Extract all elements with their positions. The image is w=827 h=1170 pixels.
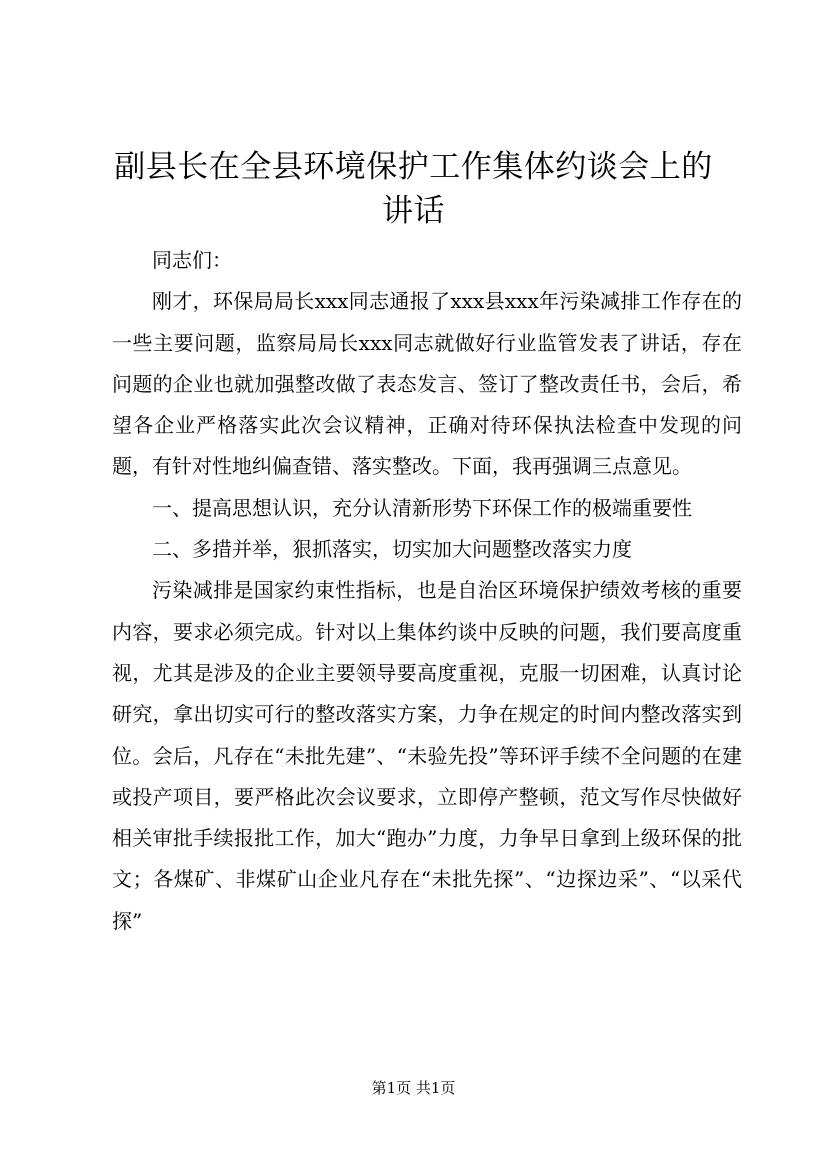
document-body <box>112 240 742 942</box>
intro-paragraph: 刚才，环保局局长xxx同志通报了xxx县xxx年污染减排工作存在的一些主要问题，监察局局长xxx同志就做好行业监管发表了讲话，存在问题的企业也就加强整改做了表态发言、签订了整改责任书，会后，希望各企业严格落实此次会议精神，正确对待环保执法检查中发现的问题，有针对性地纠偏查错、落实整改。下面，我再强调三点意见。 <box>112 289 742 479</box>
section-heading-1: 一、提高思想认识，充分认清新形势下环保工作的极端重要性 <box>152 495 692 520</box>
page-footer: 第1页 共1页 <box>371 1079 456 1097</box>
document-title: 副县长在全县环境保护工作集体约谈会上的讲话 <box>114 149 713 229</box>
section-heading-2: 二、多措并举，狠抓落实，切实加大问题整改落实力度 <box>152 537 632 562</box>
body-paragraph: 污染减排是国家约束性指标，也是自治区环境保护绩效考核的重要内容，要求必须完成。针对以上集体约谈中反映的问题，我们要高度重视，尤其是涉及的企业主要领导要高度重视，克服一切困难，认真讨论研究，拿出切实可行的整改落实方案，力争在规定的时间内整改落实到位。会后，凡存在“未批先建”、“未验先投”等环评手续不全问题的在建或投产项目，要严格此次会议要求，立即停产整顿，范文写作尽快做好相关审批手续报批工作，加大“跑办”力度，力争早日拿到上级环保的批文；各煤矿、非煤矿山企业凡存在“未批先探”、“边探边采”、“以采代探” <box>112 578 742 933</box>
salutation-paragraph: 同志们： <box>152 248 232 272</box>
